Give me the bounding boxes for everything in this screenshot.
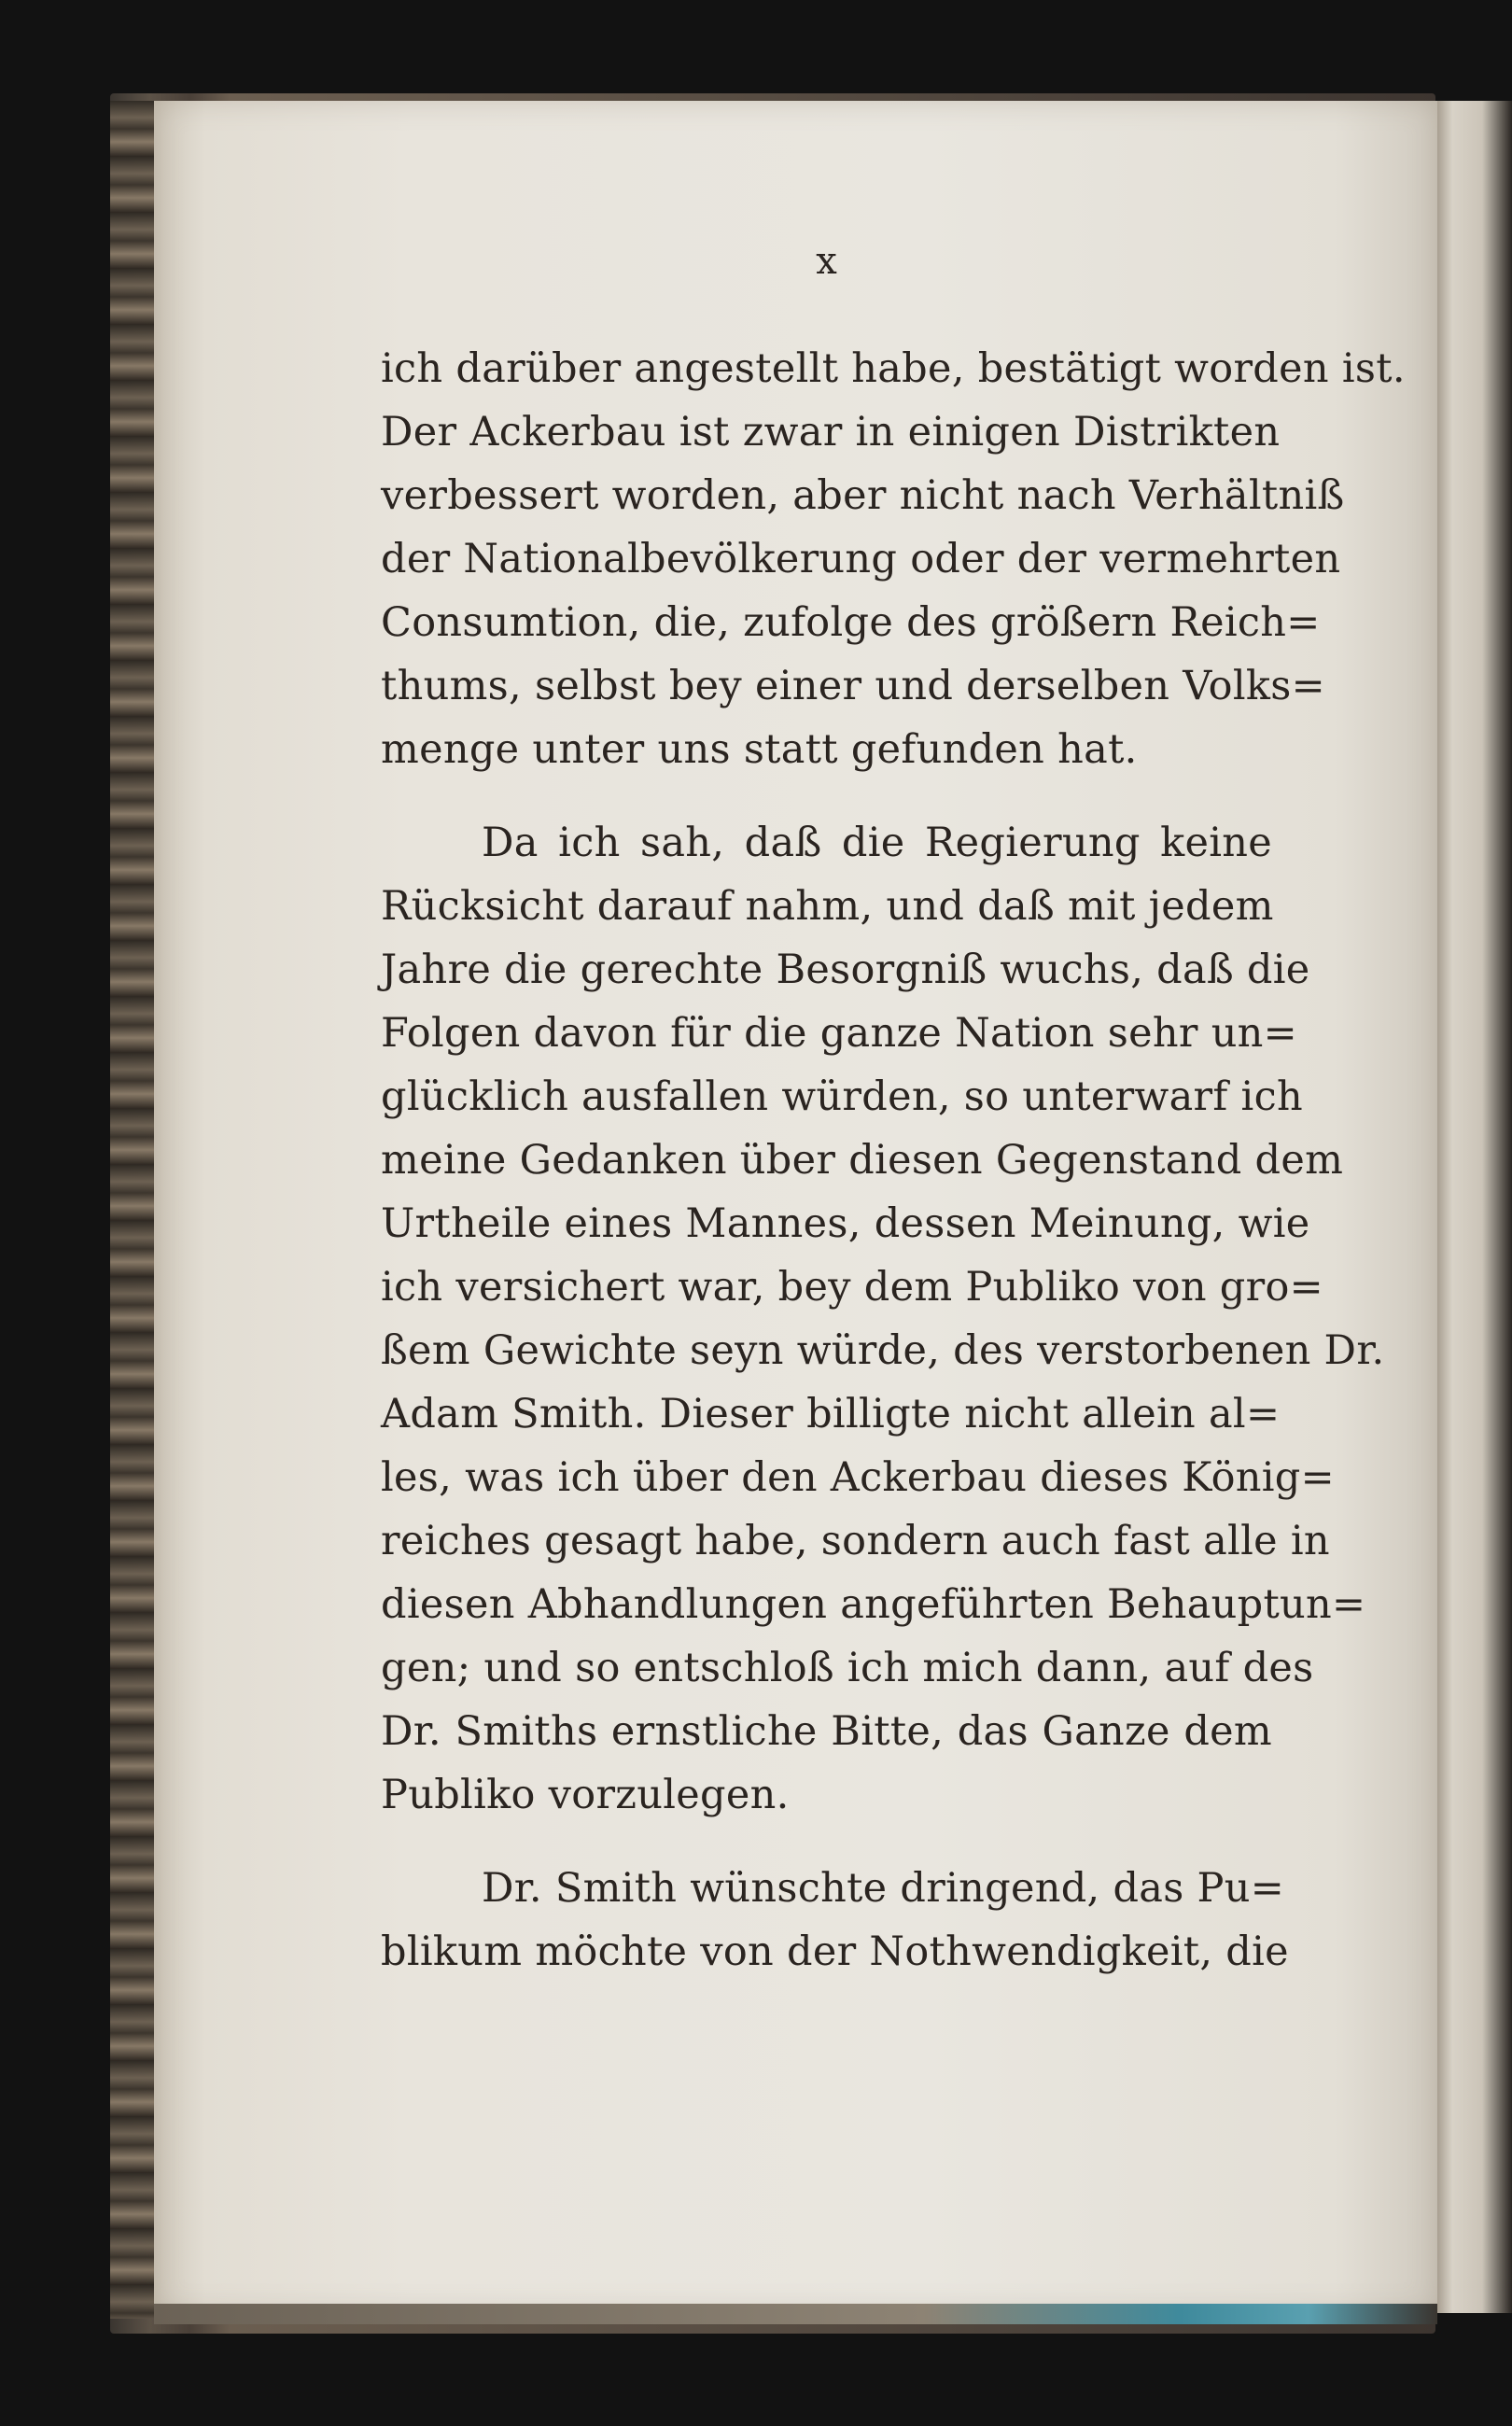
- text-line: Dr. Smith wünschte dringend, das Pu=: [482, 1865, 1285, 1912]
- text-line: Da ich sah, daß die Regierung keine: [482, 820, 1272, 866]
- text-line: gen; und so entschloß ich mich dann, auf des: [381, 1645, 1314, 1691]
- page-number: x: [816, 240, 837, 283]
- text-line: Jahre die gerechte Besorgniß wuchs, daß die: [381, 947, 1310, 993]
- text-line: blikum möchte von der Nothwendigkeit, die: [381, 1928, 1289, 1975]
- text-line: ßem Gewichte seyn würde, des verstorbenen Dr.: [381, 1327, 1385, 1374]
- text-line: reiches gesagt habe, sondern auch fast alle in: [381, 1518, 1330, 1564]
- text-line: Urtheile eines Mannes, dessen Meinung, wie: [381, 1200, 1310, 1247]
- text-line: der Nationalbevölkerung oder der vermehrten: [381, 536, 1341, 582]
- page-text-block: [381, 238, 1406, 2058]
- text-line: menge unter uns statt gefunden hat.: [381, 726, 1138, 773]
- text-line: Consumtion, die, zufolge des größern Reich=: [381, 599, 1321, 646]
- text-line: Dr. Smiths ernstliche Bitte, das Ganze dem: [381, 1708, 1272, 1755]
- text-line: Der Ackerbau ist zwar in einigen Distrikten: [381, 409, 1281, 456]
- page-stack-edge: [1437, 101, 1512, 2313]
- text-line: ich versichert war, bey dem Publiko von gro=: [381, 1264, 1324, 1311]
- text-line: les, was ich über den Ackerbau dieses König=: [381, 1454, 1335, 1501]
- text-line: ich darüber angestellt habe, bestätigt worden ist.: [381, 345, 1406, 392]
- text-line: Publiko vorzulegen.: [381, 1772, 790, 1818]
- text-line: verbessert worden, aber nicht nach Verhältniß: [381, 472, 1345, 519]
- text-line: thums, selbst bey einer und derselben Volks=: [381, 663, 1325, 709]
- text-line: diesen Abhandlungen angeführten Behauptun=: [381, 1581, 1366, 1628]
- text-line: glücklich ausfallen würden, so unterwarf ich: [381, 1073, 1303, 1120]
- text-line: meine Gedanken über diesen Gegenstand dem: [381, 1137, 1344, 1184]
- text-line: Rücksicht darauf nahm, und daß mit jedem: [381, 883, 1274, 930]
- text-line: Folgen davon für die ganze Nation sehr un=: [381, 1010, 1298, 1057]
- book-bottom-edge: [154, 2304, 1437, 2324]
- text-line: Adam Smith. Dieser billigte nicht allein al=: [381, 1391, 1281, 1437]
